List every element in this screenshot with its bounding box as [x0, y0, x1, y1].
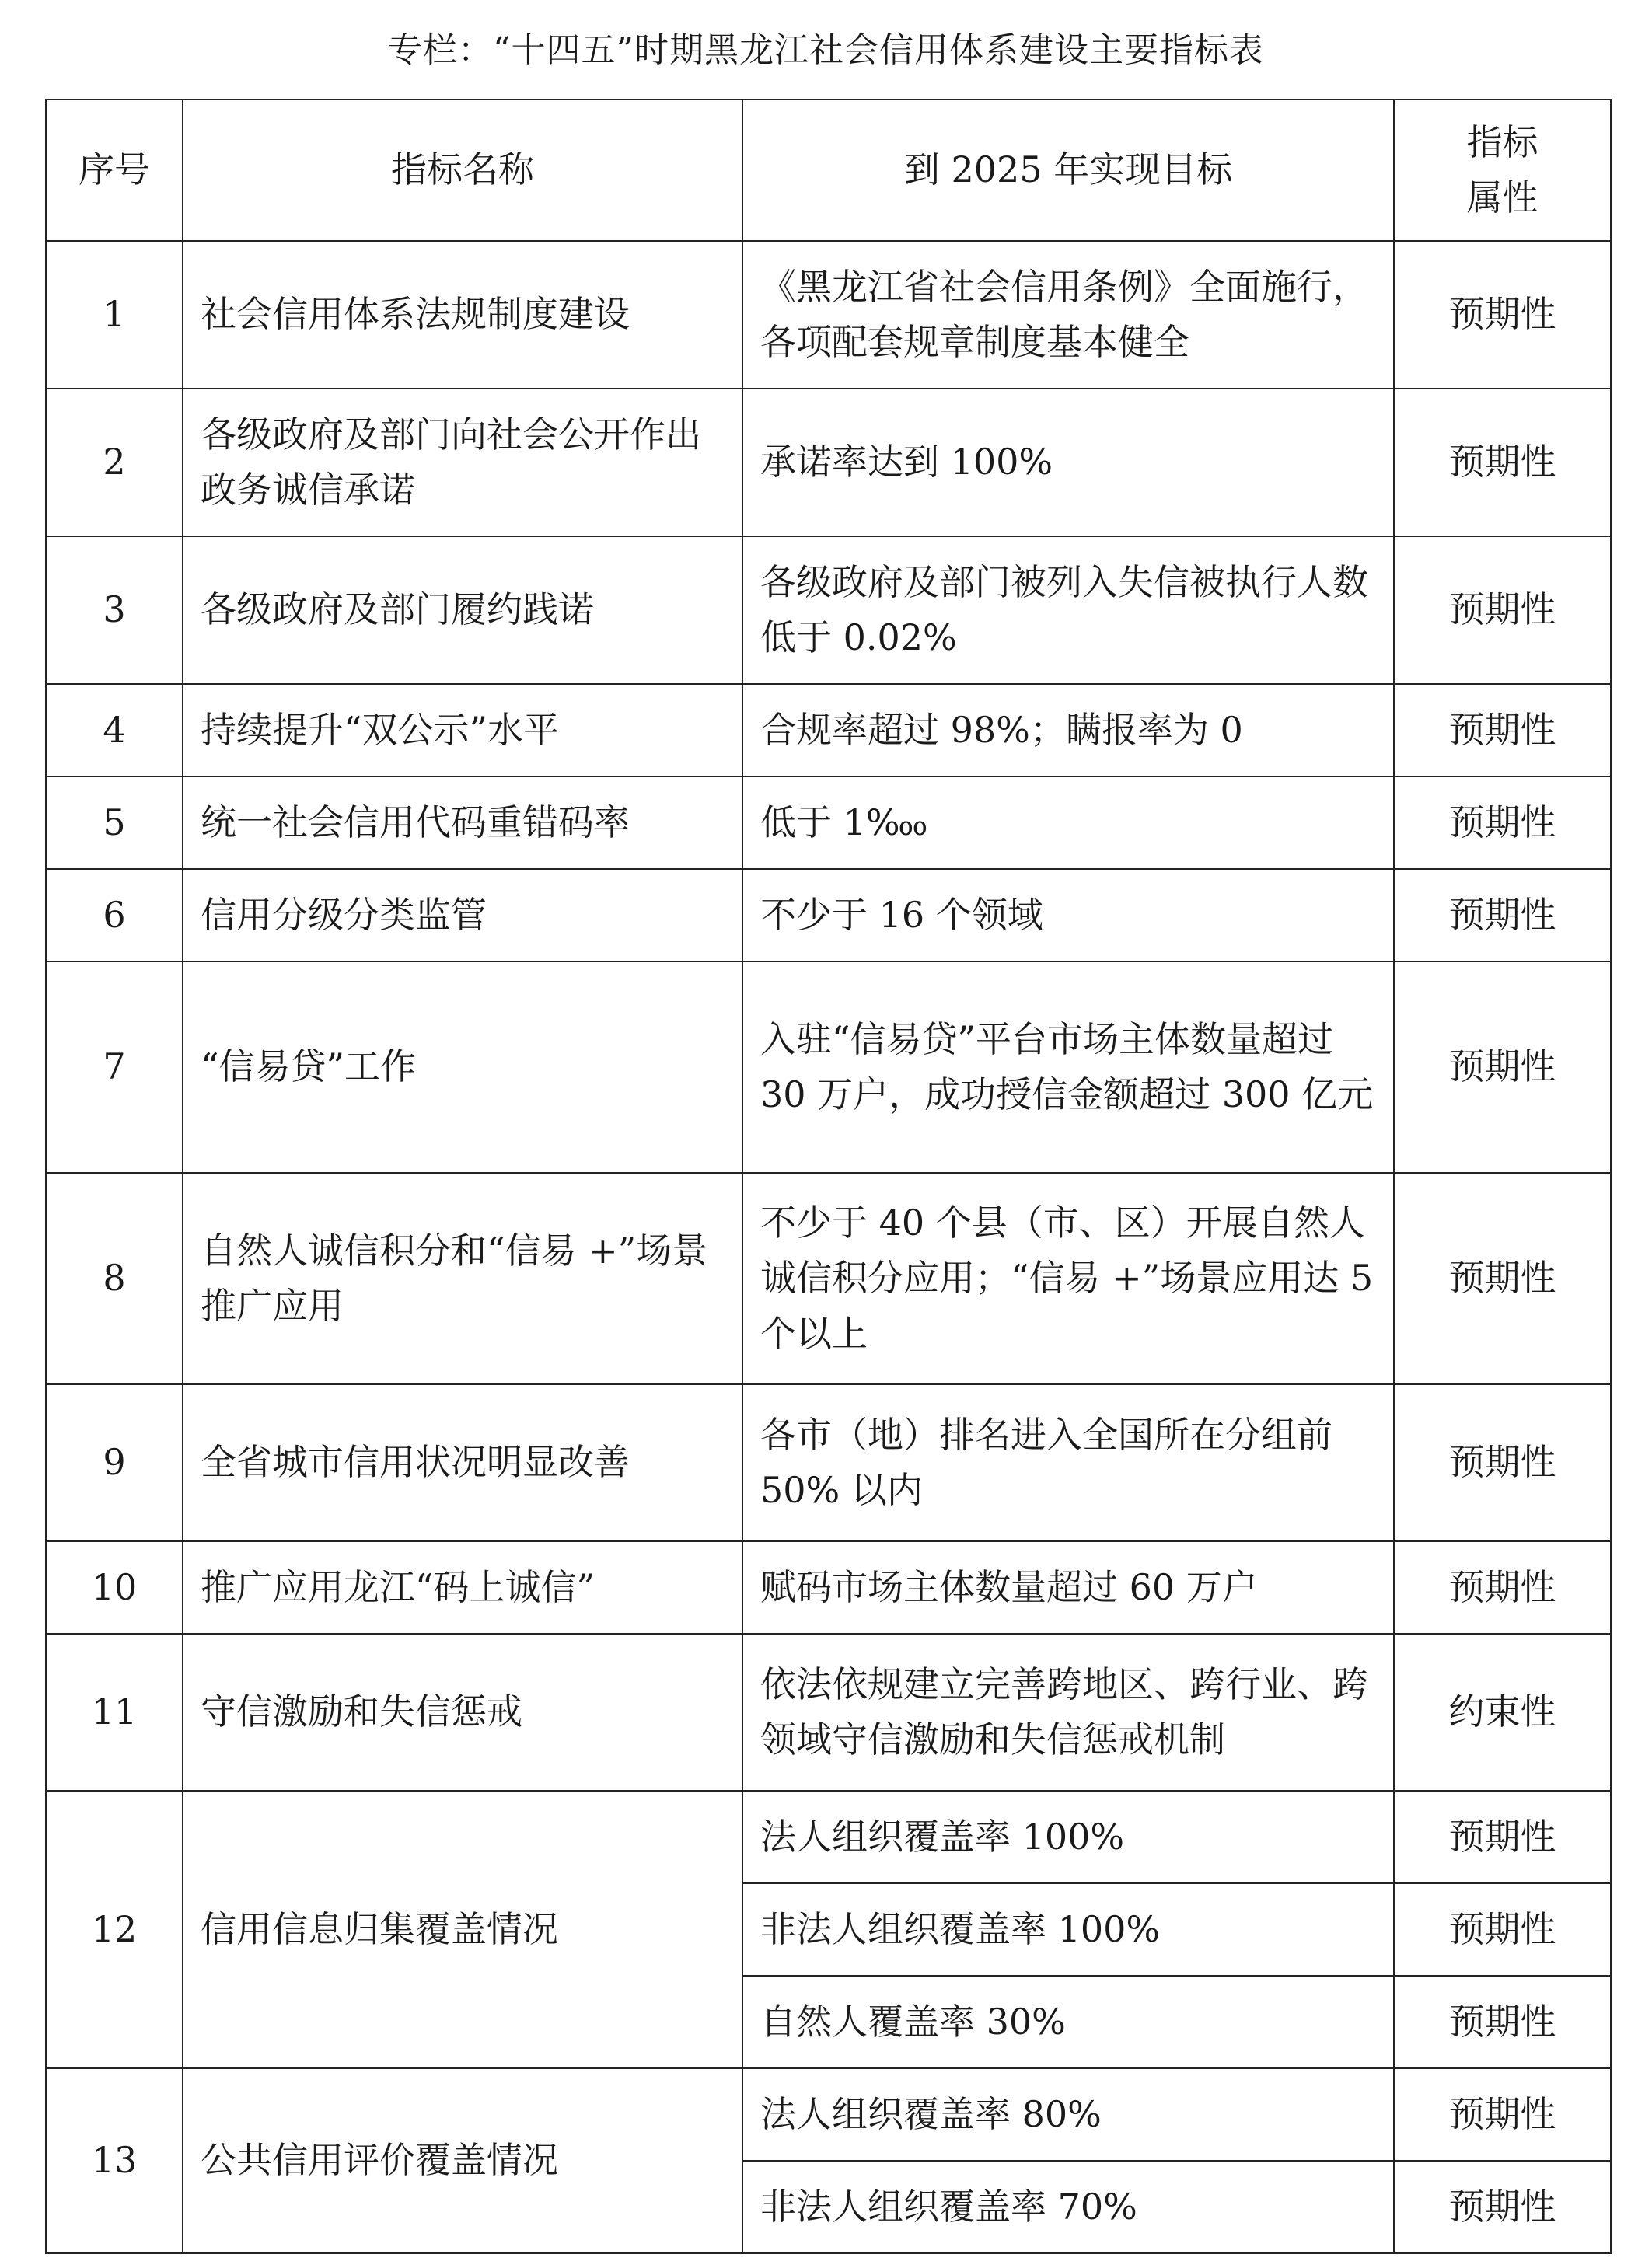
row-attr: 预期性 [1394, 1791, 1611, 1883]
row-attr: 预期性 [1394, 2068, 1611, 2161]
row-name: 全省城市信用状况明显改善 [183, 1384, 742, 1541]
row-no: 7 [46, 961, 183, 1173]
row-name: 社会信用体系法规制度建设 [183, 241, 742, 389]
table-row [46, 1173, 1611, 1384]
row-no: 4 [46, 684, 183, 776]
header-attr [1394, 99, 1611, 241]
row-attr: 预期性 [1394, 1541, 1611, 1634]
row-target: 依法依规建立完善跨地区、跨行业、跨领域守信激励和失信惩戒机制 [742, 1634, 1394, 1791]
table-row [46, 776, 1611, 869]
row-name: “信易贷”工作 [183, 961, 742, 1173]
row-no: 12 [46, 1791, 183, 2068]
table-row [46, 1541, 1611, 1634]
table-row [46, 241, 1611, 389]
table-header-row [46, 99, 1611, 241]
header-no: 序号 [46, 99, 183, 241]
row-name: 信用信息归集覆盖情况 [183, 1791, 742, 2068]
table-row-group-12 [46, 1791, 1611, 1883]
row-attr: 预期性 [1394, 869, 1611, 961]
header-attr-line1: 指标 [1466, 120, 1538, 163]
row-target: 承诺率达到 100% [742, 389, 1394, 536]
row-target: 不少于 40 个县（市、区）开展自然人诚信积分应用；“信易 +”场景应用达 5 个以上 [742, 1173, 1394, 1384]
row-target: 自然人覆盖率 30% [742, 1976, 1394, 2068]
row-target: 各级政府及部门被列入失信被执行人数低于 0.02% [742, 536, 1394, 684]
row-name: 公共信用评价覆盖情况 [183, 2068, 742, 2253]
row-attr: 预期性 [1394, 1976, 1611, 2068]
row-no: 2 [46, 389, 183, 536]
row-attr: 约束性 [1394, 1634, 1611, 1791]
row-attr: 预期性 [1394, 1384, 1611, 1541]
row-attr: 预期性 [1394, 536, 1611, 684]
row-no: 8 [46, 1173, 183, 1384]
row-no: 6 [46, 869, 183, 961]
row-name: 各级政府及部门履约践诺 [183, 536, 742, 684]
header-attr-line2: 属性 [1466, 176, 1538, 218]
row-target: 合规率超过 98%；瞒报率为 0 [742, 684, 1394, 776]
row-target: 非法人组织覆盖率 70% [742, 2161, 1394, 2253]
row-target: 法人组织覆盖率 80% [742, 2068, 1394, 2161]
row-target: 非法人组织覆盖率 100% [742, 1883, 1394, 1976]
row-target: 入驻“信易贷”平台市场主体数量超过 30 万户，成功授信金额超过 300 亿元 [742, 961, 1394, 1173]
row-attr: 预期性 [1394, 961, 1611, 1173]
row-attr: 预期性 [1394, 2161, 1611, 2253]
row-target: 法人组织覆盖率 100% [742, 1791, 1394, 1883]
row-target: 低于 1‱ [742, 776, 1394, 869]
table-row [46, 684, 1611, 776]
row-no: 3 [46, 536, 183, 684]
row-target: 各市（地）排名进入全国所在分组前 50% 以内 [742, 1384, 1394, 1541]
table-row [46, 961, 1611, 1173]
row-attr: 预期性 [1394, 776, 1611, 869]
row-attr: 预期性 [1394, 1883, 1611, 1976]
row-name: 信用分级分类监管 [183, 869, 742, 961]
row-name: 持续提升“双公示”水平 [183, 684, 742, 776]
page-title: 专栏：“十四五”时期黑龙江社会信用体系建设主要指标表 [388, 30, 1264, 70]
row-no: 9 [46, 1384, 183, 1541]
row-name: 推广应用龙江“码上诚信” [183, 1541, 742, 1634]
row-name: 自然人诚信积分和“信易 +”场景推广应用 [183, 1173, 742, 1384]
header-name: 指标名称 [183, 99, 742, 241]
row-no: 5 [46, 776, 183, 869]
row-attr: 预期性 [1394, 684, 1611, 776]
row-target: 赋码市场主体数量超过 60 万户 [742, 1541, 1394, 1634]
table-row [46, 869, 1611, 961]
table-row [46, 1634, 1611, 1791]
table-row [46, 389, 1611, 536]
row-attr: 预期性 [1394, 389, 1611, 536]
row-attr: 预期性 [1394, 1173, 1611, 1384]
table-row [46, 536, 1611, 684]
row-name: 统一社会信用代码重错码率 [183, 776, 742, 869]
row-no: 13 [46, 2068, 183, 2253]
row-attr: 预期性 [1394, 241, 1611, 389]
row-no: 10 [46, 1541, 183, 1634]
header-target: 到 2025 年实现目标 [742, 99, 1394, 241]
row-no: 1 [46, 241, 183, 389]
row-name: 守信激励和失信惩戒 [183, 1634, 742, 1791]
row-target: 不少于 16 个领域 [742, 869, 1394, 961]
row-name: 各级政府及部门向社会公开作出政务诚信承诺 [183, 389, 742, 536]
table-row [46, 1384, 1611, 1541]
table-row-group-13 [46, 2068, 1611, 2161]
indicator-table [45, 99, 1612, 2254]
row-no: 11 [46, 1634, 183, 1791]
row-target: 《黑龙江省社会信用条例》全面施行，各项配套规章制度基本健全 [742, 241, 1394, 389]
